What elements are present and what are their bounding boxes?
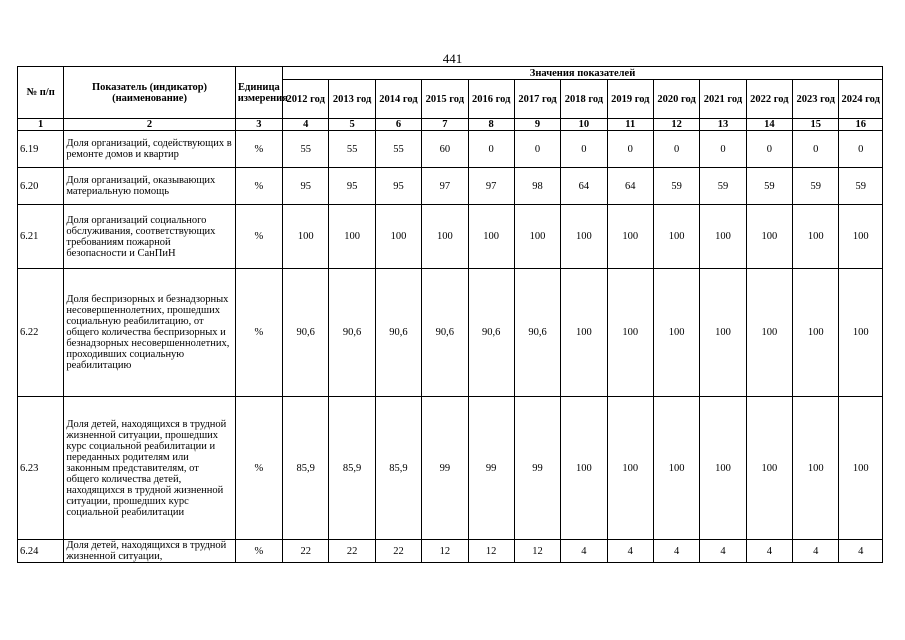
indicator-value: 90,6: [329, 269, 375, 397]
indicator-value: 0: [839, 131, 883, 168]
indicator-value: 100: [375, 205, 421, 269]
indicator-value: 90,6: [468, 269, 514, 397]
indicator-value: 60: [422, 131, 468, 168]
indicator-value: 97: [422, 168, 468, 205]
indicator-value: 100: [561, 269, 607, 397]
indicator-value: 59: [700, 168, 746, 205]
indicator-value: 55: [283, 131, 329, 168]
indicator-value: 95: [375, 168, 421, 205]
indicator-value: 100: [653, 397, 699, 540]
indicator-value: 0: [793, 131, 839, 168]
column-number: 6: [375, 119, 421, 131]
table-row: [18, 168, 883, 205]
indicator-value: 100: [607, 269, 653, 397]
column-number: 14: [746, 119, 792, 131]
indicator-value: 59: [839, 168, 883, 205]
indicator-value: 100: [700, 269, 746, 397]
header-year: 2016 год: [468, 80, 514, 119]
indicator-value: 12: [422, 540, 468, 563]
indicator-value: 90,6: [422, 269, 468, 397]
header-year: 2017 год: [514, 80, 560, 119]
header-year: 2013 год: [329, 80, 375, 119]
indicator-value: 99: [468, 397, 514, 540]
column-number: 3: [235, 119, 282, 131]
indicator-value: 100: [700, 397, 746, 540]
indicator-value: 100: [607, 397, 653, 540]
column-number: 13: [700, 119, 746, 131]
row-number: 6.20: [18, 168, 64, 205]
indicator-value: 100: [561, 397, 607, 540]
indicator-value: 100: [793, 397, 839, 540]
indicator-value: 97: [468, 168, 514, 205]
header-year: 2024 год: [839, 80, 883, 119]
indicator-value: 12: [468, 540, 514, 563]
indicator-value: 22: [375, 540, 421, 563]
row-number: 6.21: [18, 205, 64, 269]
indicator-value: 99: [514, 397, 560, 540]
table-row: [18, 269, 883, 397]
column-number: 7: [422, 119, 468, 131]
header-year: 2019 год: [607, 80, 653, 119]
table-row: [18, 397, 883, 540]
indicator-name: Доля организаций, содействующих в ремонте домов и квартир: [64, 131, 235, 168]
column-number: 10: [561, 119, 607, 131]
indicators-table: [17, 66, 883, 563]
table-row: [18, 205, 883, 269]
header-indicator-name: Показатель (индикатор) (наименование): [64, 67, 235, 119]
indicator-value: 0: [468, 131, 514, 168]
indicator-value: 95: [283, 168, 329, 205]
indicator-value: 100: [329, 205, 375, 269]
indicator-value: 0: [700, 131, 746, 168]
indicator-value: 100: [653, 269, 699, 397]
header-year: 2012 год: [283, 80, 329, 119]
indicator-value: 100: [746, 269, 792, 397]
indicator-unit: %: [235, 131, 282, 168]
indicator-value: 100: [793, 269, 839, 397]
header-year: 2014 год: [375, 80, 421, 119]
header-year: 2023 год: [793, 80, 839, 119]
indicator-value: 0: [653, 131, 699, 168]
header-number: № п/п: [18, 67, 64, 119]
indicator-name: Доля детей, находящихся в трудной жизненной ситуации,: [64, 540, 235, 563]
row-number: 6.24: [18, 540, 64, 563]
indicator-value: 55: [329, 131, 375, 168]
indicator-value: 100: [283, 205, 329, 269]
indicator-value: 100: [561, 205, 607, 269]
indicator-value: 59: [653, 168, 699, 205]
indicator-value: 55: [375, 131, 421, 168]
indicator-value: 59: [793, 168, 839, 205]
indicator-value: 99: [422, 397, 468, 540]
indicator-unit: %: [235, 397, 282, 540]
indicator-value: 0: [746, 131, 792, 168]
indicator-value: 4: [793, 540, 839, 563]
header-year: 2015 год: [422, 80, 468, 119]
header-year: 2018 год: [561, 80, 607, 119]
column-number: 16: [839, 119, 883, 131]
indicator-value: 22: [283, 540, 329, 563]
header-year: 2021 год: [700, 80, 746, 119]
indicator-value: 100: [746, 397, 792, 540]
indicator-value: 4: [839, 540, 883, 563]
table-row: [18, 131, 883, 168]
indicator-value: 100: [839, 397, 883, 540]
header-values: Значения показателей: [283, 67, 883, 80]
column-number: 4: [283, 119, 329, 131]
indicator-value: 100: [653, 205, 699, 269]
indicator-value: 0: [607, 131, 653, 168]
column-number: 5: [329, 119, 375, 131]
header-year: 2020 год: [653, 80, 699, 119]
indicator-value: 90,6: [375, 269, 421, 397]
indicator-value: 4: [607, 540, 653, 563]
indicator-name: Доля детей, находящихся в трудной жизненной ситуации, прошедших курс социальной реабилитации и переданных родителям или законным представителям, от общего количества детей, находящихся в трудной жизненной ситуации, прошедших курс социальной реабилитации: [64, 397, 235, 540]
indicator-value: 100: [514, 205, 560, 269]
indicator-value: 4: [653, 540, 699, 563]
column-number: 1: [18, 119, 64, 131]
indicator-value: 0: [561, 131, 607, 168]
indicator-name: Доля беспризорных и безнадзорных несовершеннолетних, прошедших социальную реабилитацию, от общего количества беспризорных и безнадзорных несовершеннолетних, проходивших социальную реабилитацию: [64, 269, 235, 397]
indicator-value: 100: [422, 205, 468, 269]
table-row: [18, 540, 883, 563]
header-year: 2022 год: [746, 80, 792, 119]
indicator-unit: %: [235, 205, 282, 269]
indicator-value: 100: [839, 205, 883, 269]
row-number: 6.22: [18, 269, 64, 397]
page-number: 441: [442, 51, 463, 66]
indicator-value: 90,6: [283, 269, 329, 397]
indicator-value: 100: [700, 205, 746, 269]
column-number: 8: [468, 119, 514, 131]
header-unit: Единица измерения: [235, 67, 282, 119]
indicator-value: 95: [329, 168, 375, 205]
indicator-value: 100: [746, 205, 792, 269]
indicator-value: 4: [746, 540, 792, 563]
column-number: 9: [514, 119, 560, 131]
column-number: 15: [793, 119, 839, 131]
indicator-value: 100: [468, 205, 514, 269]
indicator-value: 4: [561, 540, 607, 563]
column-number: 11: [607, 119, 653, 131]
indicator-value: 0: [514, 131, 560, 168]
indicator-value: 100: [839, 269, 883, 397]
indicator-value: 85,9: [375, 397, 421, 540]
indicator-value: 64: [607, 168, 653, 205]
row-number: 6.19: [18, 131, 64, 168]
indicator-value: 64: [561, 168, 607, 205]
column-numbers-row: [18, 119, 883, 131]
indicator-name: Доля организаций, оказывающих материальную помощь: [64, 168, 235, 205]
column-number: 2: [64, 119, 235, 131]
indicator-value: 85,9: [283, 397, 329, 540]
indicator-unit: %: [235, 168, 282, 205]
indicator-value: 100: [607, 205, 653, 269]
indicator-value: 4: [700, 540, 746, 563]
indicator-value: 12: [514, 540, 560, 563]
indicator-name: Доля организаций социального обслуживания, соответствующих требованиям пожарной безопасности и СанПиН: [64, 205, 235, 269]
indicator-value: 22: [329, 540, 375, 563]
indicator-value: 85,9: [329, 397, 375, 540]
indicator-value: 100: [793, 205, 839, 269]
column-number: 12: [653, 119, 699, 131]
indicator-unit: %: [235, 269, 282, 397]
indicator-unit: %: [235, 540, 282, 563]
indicator-value: 98: [514, 168, 560, 205]
indicator-value: 90,6: [514, 269, 560, 397]
indicator-value: 59: [746, 168, 792, 205]
row-number: 6.23: [18, 397, 64, 540]
